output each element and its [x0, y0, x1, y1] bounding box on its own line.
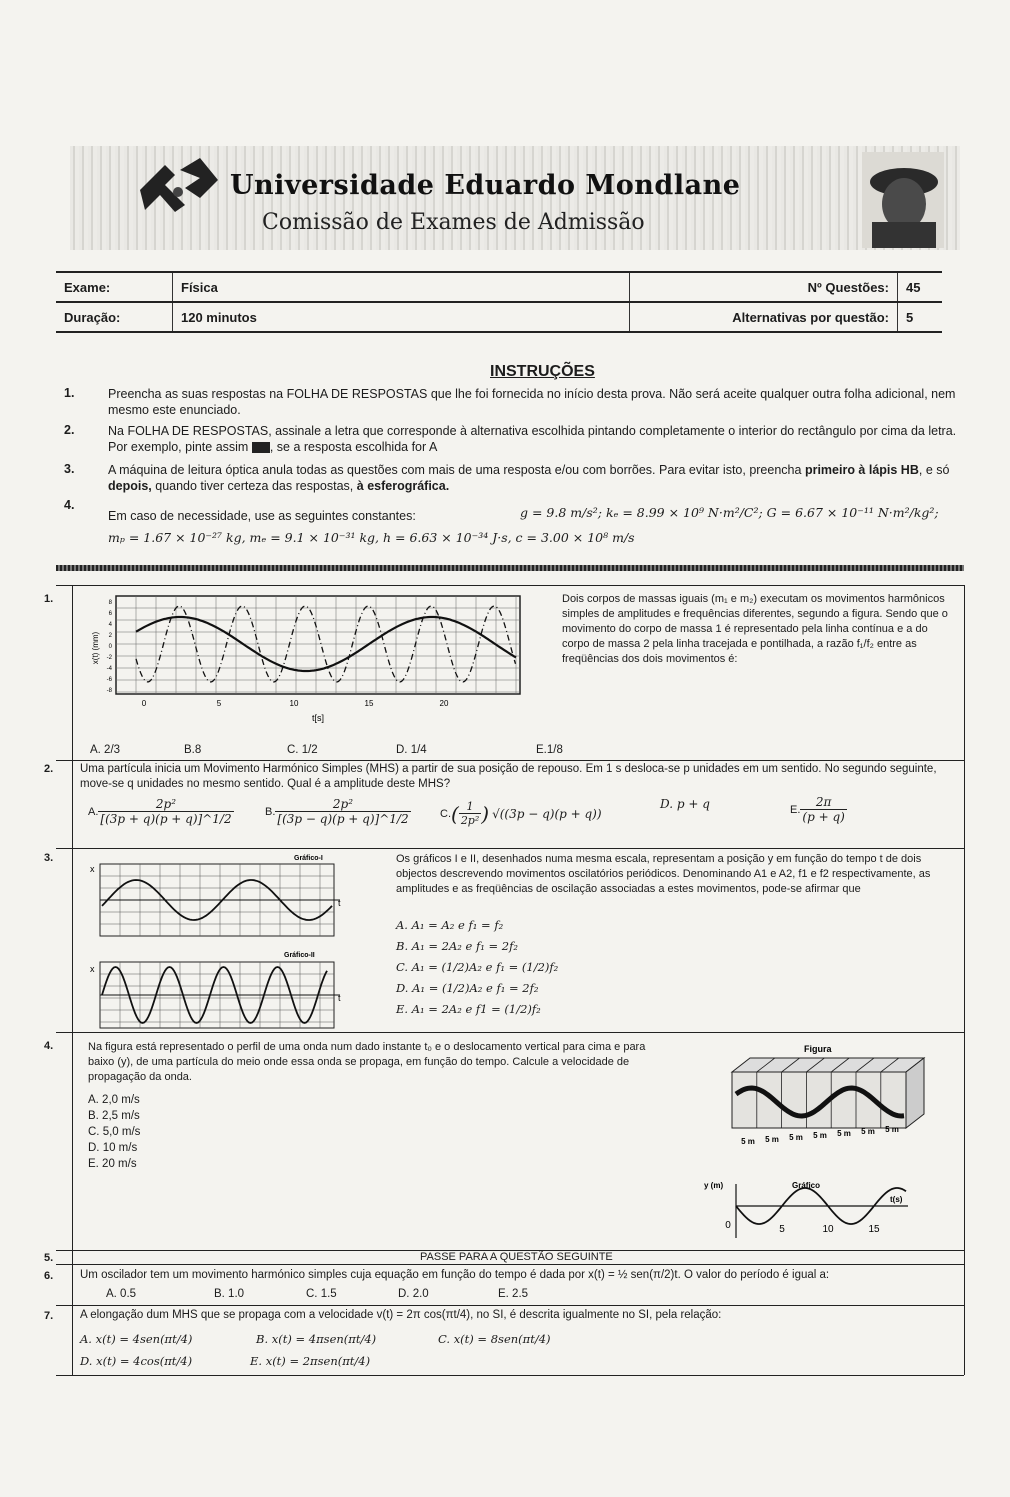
q1-ytick-label: 0 — [108, 644, 112, 650]
q4-graph-tick-label: 15 — [868, 1224, 880, 1235]
q4-option-b[interactable]: B. 2,5 m/s — [88, 1110, 140, 1122]
question-number: 2. — [44, 763, 54, 775]
q4-segment-label: 5 m — [885, 1125, 899, 1134]
constants-line-2: mₚ = 1.67 × 10⁻²⁷ kg, mₑ = 9.1 × 10⁻³¹ kg, h = 6.63 × 10⁻³⁴ J·s, c = 3.00 × 10⁸ m/s — [108, 530, 635, 545]
university-logo — [130, 150, 230, 220]
instructions-title: INSTRUÇÕES — [490, 363, 595, 380]
instruction-text: A máquina de leitura óptica anula todas as questões com mais de uma resposta e/ou com borrões. Para evitar isto, preencha primeiro à lápis HB, e só depois, quando tiver certeza das respostas, à esferográfica. — [108, 463, 950, 493]
portrait-image — [862, 152, 944, 248]
q1-option-c[interactable]: C. 1/2 — [287, 744, 318, 756]
q4-figure-title: Figura — [804, 1044, 832, 1054]
q4-segment-label: 5 m — [789, 1133, 803, 1142]
questions-label: Nº Questões: — [630, 272, 898, 302]
question-number: 3. — [44, 852, 54, 864]
row-border — [56, 1305, 964, 1306]
q1-ytick-label: 4 — [108, 622, 112, 628]
instruction-number: 1. — [64, 386, 75, 400]
q6-option-a[interactable]: A. 0.5 — [106, 1288, 137, 1300]
constants-line-1: g = 9.8 m/s²; kₑ = 8.99 × 10⁹ N·m²/C²; G = 6.67 × 10⁻¹¹ N·m²/kg²; — [520, 505, 939, 520]
q3-graphs — [84, 850, 354, 1032]
q2-option-d[interactable]: D. p + q — [660, 797, 710, 811]
q6-option-b[interactable]: B. 1.0 — [214, 1288, 245, 1300]
q3-text: Os gráficos I e II, desenhados numa mesma escala, representam a posição y em função do tempo t de dois objectos descrevendo movimentos oscilatórios periódicos. Denominando A1 e A2, f1 e f2 respectivamente, as amplitudes e as freqüências de oscilação associadas a estes movimentos, pode-se afirmar que — [396, 853, 931, 895]
instruction-text: Na FOLHA DE RESPOSTAS, assinale a letra que corresponde à alternativa escolhida pintando completamente o interior do rectângulo por cima da letra. Por exemplo, pinte assim , se a resposta escolhida for A — [108, 424, 957, 454]
q1-option-e[interactable]: E.1/8 — [536, 744, 563, 756]
row-border — [56, 1375, 964, 1376]
q2-option-c[interactable]: C. ( $\frac{1}{\text{2p²}}$ ) √((3p − q)(p + q)) — [440, 800, 602, 827]
q4-graph-title: Gráfico — [792, 1181, 821, 1190]
row-border — [56, 1264, 964, 1265]
alternatives-label: Alternativas por questão: — [630, 302, 898, 332]
q2-option-e[interactable]: E. $\frac{2\pi}{(p + q)}$ — [790, 795, 845, 824]
q7-option-d[interactable]: D. x(t) = 4cos(πt/4) — [80, 1354, 193, 1368]
q2-option-a[interactable]: A. $\frac{\text{2p²}}{[(3p + q)(p + q)]\^{}1/2}$ — [88, 797, 232, 826]
q4-graph — [700, 1176, 912, 1244]
question-number: 5. — [44, 1252, 54, 1264]
column-border — [964, 585, 965, 1375]
q4-graph-t-label: t(s) — [890, 1195, 903, 1204]
section-divider — [56, 565, 964, 571]
q3-option-d[interactable]: D. A₁ = (1/2)A₂ e f₁ = 2f₂ — [396, 981, 539, 995]
row-border — [56, 585, 964, 586]
q4-graph-y-label: y (m) — [704, 1181, 724, 1190]
q1-ytick-label: -8 — [106, 688, 112, 694]
q6-text: Um oscilador tem um movimento harmónico simples cuja equação em função do tempo é dada por x(t) = ½ sen(π/2)t. O valor do período é igual a: — [80, 1269, 830, 1281]
question-number: 7. — [44, 1310, 54, 1322]
row-border — [56, 1032, 964, 1033]
q4-segment-label: 5 m — [741, 1137, 755, 1146]
q4-option-d[interactable]: D. 10 m/s — [88, 1142, 138, 1154]
q1-ylabel: x(t) (mm) — [91, 631, 100, 665]
q1-option-a[interactable]: A. 2/3 — [90, 744, 121, 756]
q4-option-e[interactable]: E. 20 m/s — [88, 1158, 137, 1170]
q3-graph2-t-label: t — [338, 993, 341, 1003]
alternatives-value: 5 — [898, 302, 943, 332]
instruction-number: 2. — [64, 423, 75, 437]
instruction-text: Preencha as suas respostas na FOLHA DE RESPOSTAS que lhe foi fornecida no início desta prova. Não será aceite qualquer outra folha adicional, nem mesmo este enunciado. — [108, 387, 956, 417]
q7-option-e[interactable]: E. x(t) = 2πsen(πt/4) — [250, 1354, 371, 1368]
q3-graph2-y-label: x — [90, 964, 95, 974]
q5-text: PASSE PARA A QUESTÃO SEGUINTE — [420, 1251, 613, 1263]
q1-ytick-label: 6 — [108, 611, 112, 617]
q6-option-e[interactable]: E. 2.5 — [498, 1288, 529, 1300]
q4-option-a[interactable]: A. 2,0 m/s — [88, 1094, 140, 1106]
question-number: 1. — [44, 593, 54, 605]
commission-name: Comissão de Exames de Admissão — [262, 210, 645, 235]
instruction-number: 4. — [64, 498, 75, 512]
q2-text: Uma partícula inicia um Movimento Harmónico Simples (MHS) a partir de sua posição de repouso. Em 1 s desloca-se p unidades em um sentido. No segundo seguinte, move-se q unidades no mesmo sentido. Qual é a amplitude deste MHS? — [80, 763, 937, 790]
q1-ytick-label: 2 — [108, 633, 112, 639]
q1-ytick-label: -6 — [106, 677, 112, 683]
q1-plot-frame — [116, 596, 520, 694]
q4-text: Na figura está representado o perfil de uma onda num dado instante t₀ e o deslocamento vertical para cima e para baixo (y), de uma partícula do meio onde essa onda se propaga, em função do tempo. Calcule a velocidade de propagação da onda. — [88, 1041, 646, 1083]
q4-graph-tick-label: 0 — [725, 1220, 731, 1231]
q3-option-a[interactable]: A. A₁ = A₂ e f₁ = f₂ — [396, 918, 504, 932]
instruction-number: 3. — [64, 462, 75, 476]
row-border — [56, 848, 964, 849]
q2-option-b[interactable]: B. $\frac{\text{2p²}}{[(3p - q)(p + q)]\^{}1/2}$ — [265, 797, 409, 826]
q1-option-b[interactable]: B.8 — [184, 744, 202, 756]
q7-option-c[interactable]: C. x(t) = 8sen(πt/4) — [438, 1332, 551, 1346]
q4-graph-tick-label: 5 — [779, 1224, 785, 1235]
q3-graph2-title: Gráfico-II — [284, 952, 315, 959]
q7-option-a[interactable]: A. x(t) = 4sen(πt/4) — [80, 1332, 193, 1346]
instruction-text: Em caso de necessidade, use as seguintes constantes: — [108, 509, 416, 523]
q4-segment-label: 5 m — [813, 1131, 827, 1140]
q1-ytick-label: 8 — [108, 600, 112, 606]
q1-xtick-label: 10 — [289, 699, 299, 708]
q1-ytick-label: -4 — [106, 666, 112, 672]
filled-box-example-icon — [252, 442, 270, 453]
exam-value: Física — [173, 272, 630, 302]
q1-chart — [84, 590, 534, 728]
exam-label: Exame: — [56, 272, 173, 302]
q3-option-e[interactable]: E. A₁ = 2A₂ e f1 = (1/2)f₂ — [396, 1002, 541, 1016]
q3-option-b[interactable]: B. A₁ = 2A₂ e f₁ = 2f₂ — [396, 939, 518, 953]
q3-graph1-title: Gráfico-I — [294, 855, 323, 862]
q7-text: A elongação dum MHS que se propaga com a velocidade v(t) = 2π cos(πt/4), no SI, é descrita igualmente no SI, pela relação: — [80, 1309, 722, 1321]
q4-graph-tick-label: 10 — [822, 1224, 834, 1235]
q4-segment-label: 5 m — [861, 1127, 875, 1136]
q1-xtick-label: 5 — [216, 699, 222, 708]
q4-option-c[interactable]: C. 5,0 m/s — [88, 1126, 141, 1138]
q3-option-c[interactable]: C. A₁ = (1/2)A₂ e f₁ = (1/2)f₂ — [396, 960, 559, 974]
row-border — [56, 760, 964, 761]
university-name: Universidade Eduardo Mondlane — [230, 170, 741, 201]
q3-graph1-y-label: x — [90, 864, 95, 874]
column-border — [72, 585, 73, 1375]
q1-option-d[interactable]: D. 1/4 — [396, 744, 427, 756]
q6-option-d[interactable]: D. 2.0 — [398, 1288, 429, 1300]
duration-value: 120 minutos — [173, 302, 630, 332]
q1-xtick-label: 0 — [141, 699, 147, 708]
q1-text: Dois corpos de massas iguais (m₁ e m₂) executam os movimentos harmônicos simples de amplitudes e frequências diferentes, segundo a figura. Sendo que o movimento do corpo de massa 1 é representado pela linha contínua e a do corpo de massa 2 pela linha tracejada e pontilhada, a razão f₁/f₂ entre as freqüências dos dois movimentos é: — [562, 593, 948, 665]
q1-ytick-label: -2 — [106, 655, 112, 661]
q1-xtick-label: 15 — [364, 699, 374, 708]
exam-info-table — [56, 271, 942, 333]
q6-option-c[interactable]: C. 1.5 — [306, 1288, 337, 1300]
q7-option-b[interactable]: B. x(t) = 4πsen(πt/4) — [256, 1332, 377, 1346]
q1-xlabel: t[s] — [311, 713, 325, 723]
question-number: 4. — [44, 1040, 54, 1052]
questions-value: 45 — [898, 272, 943, 302]
q4-segment-label: 5 m — [837, 1129, 851, 1138]
duration-label: Duração: — [56, 302, 173, 332]
q1-xtick-label: 20 — [439, 699, 449, 708]
q3-graph1-t-label: t — [338, 898, 341, 908]
question-number: 6. — [44, 1270, 54, 1282]
q4-wave-figure — [722, 1040, 932, 1150]
q4-segment-label: 5 m — [765, 1135, 779, 1144]
